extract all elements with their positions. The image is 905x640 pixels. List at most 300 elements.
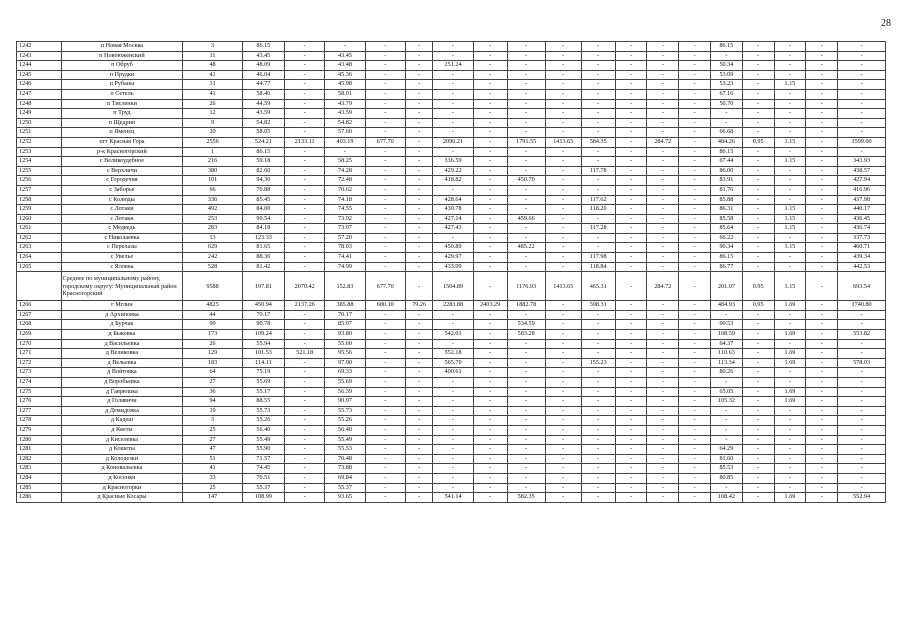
settlement-name: п Труд: [61, 109, 183, 119]
value-cell: -: [507, 406, 545, 416]
value-cell: -: [581, 464, 615, 474]
value-cell: -: [405, 118, 433, 128]
value-cell: -: [742, 416, 774, 426]
value-cell: -: [365, 387, 405, 397]
value-cell: 55.69: [242, 378, 284, 388]
value-cell: -: [405, 147, 433, 157]
value-cell: -: [806, 224, 838, 234]
value-cell: 1504.89: [433, 272, 473, 301]
value-cell: 25: [183, 483, 242, 493]
value-cell: -: [433, 483, 473, 493]
value-cell: -: [507, 358, 545, 368]
value-cell: 85.88: [711, 195, 743, 205]
value-cell: -: [679, 320, 711, 330]
table-row: [17, 70, 886, 80]
value-cell: 1.15: [774, 224, 806, 234]
value-cell: -: [473, 454, 507, 464]
row-number: 1247: [17, 89, 62, 99]
value-cell: 1791.55: [507, 137, 545, 147]
value-cell: -: [545, 166, 581, 176]
value-cell: -: [806, 214, 838, 224]
table-row: [17, 205, 886, 215]
value-cell: -: [711, 310, 743, 320]
value-cell: -: [742, 61, 774, 71]
value-cell: 90.78: [242, 320, 284, 330]
value-cell: -: [365, 99, 405, 109]
value-cell: -: [473, 387, 507, 397]
value-cell: -: [647, 42, 679, 52]
value-cell: 433.09: [433, 262, 473, 272]
value-cell: -: [433, 445, 473, 455]
value-cell: 86.31: [711, 205, 743, 215]
value-cell: 85.97: [325, 320, 365, 330]
value-cell: -: [507, 118, 545, 128]
value-cell: -: [473, 214, 507, 224]
value-cell: -: [581, 233, 615, 243]
value-cell: -: [365, 233, 405, 243]
value-cell: -: [405, 368, 433, 378]
data-table: [16, 41, 886, 503]
value-cell: -: [615, 147, 647, 157]
value-cell: 542.01: [433, 330, 473, 340]
value-cell: -: [711, 416, 743, 426]
value-cell: 53.09: [711, 70, 743, 80]
value-cell: 55.90: [242, 445, 284, 455]
value-cell: -: [806, 128, 838, 138]
value-cell: -: [742, 406, 774, 416]
table-row: [17, 137, 886, 147]
value-cell: -: [581, 70, 615, 80]
table-row: [17, 378, 886, 388]
value-cell: -: [679, 128, 711, 138]
settlement-name: д Голявичи: [61, 397, 183, 407]
value-cell: -: [405, 205, 433, 215]
value-cell: -: [433, 42, 473, 52]
value-cell: -: [433, 128, 473, 138]
value-cell: -: [774, 406, 806, 416]
value-cell: -: [405, 387, 433, 397]
value-cell: -: [405, 176, 433, 186]
value-cell: 67.16: [711, 89, 743, 99]
value-cell: -: [838, 99, 886, 109]
value-cell: 43.79: [325, 99, 365, 109]
value-cell: -: [742, 310, 774, 320]
value-cell: -: [405, 61, 433, 71]
value-cell: -: [774, 454, 806, 464]
value-cell: 584.35: [581, 137, 615, 147]
value-cell: -: [774, 464, 806, 474]
value-cell: -: [545, 397, 581, 407]
value-cell: 1.69: [774, 330, 806, 340]
table-row: [17, 425, 886, 435]
value-cell: -: [473, 349, 507, 359]
value-cell: -: [581, 378, 615, 388]
value-cell: -: [647, 464, 679, 474]
value-cell: -: [742, 176, 774, 186]
value-cell: -: [433, 147, 473, 157]
value-cell: -: [615, 339, 647, 349]
value-cell: -: [679, 109, 711, 119]
value-cell: -: [365, 128, 405, 138]
value-cell: 427.94: [838, 176, 886, 186]
value-cell: -: [679, 233, 711, 243]
value-cell: 2090.21: [433, 137, 473, 147]
table-row: [17, 99, 886, 109]
settlement-name: с Лотаки: [61, 205, 183, 215]
table-row: [17, 406, 886, 416]
value-cell: -: [742, 320, 774, 330]
value-cell: -: [615, 109, 647, 119]
row-number: 1282: [17, 454, 62, 464]
value-cell: 55.73: [325, 406, 365, 416]
value-cell: -: [365, 473, 405, 483]
value-cell: 380: [183, 166, 242, 176]
value-cell: 97.90: [325, 358, 365, 368]
value-cell: -: [473, 118, 507, 128]
value-cell: -: [473, 109, 507, 119]
value-cell: -: [615, 445, 647, 455]
value-cell: 47: [183, 445, 242, 455]
value-cell: 27: [183, 378, 242, 388]
value-cell: -: [838, 128, 886, 138]
value-cell: -: [615, 137, 647, 147]
value-cell: -: [365, 109, 405, 119]
row-number: 1278: [17, 416, 62, 426]
value-cell: -: [507, 349, 545, 359]
value-cell: -: [615, 262, 647, 272]
settlement-name: с Перелазы: [61, 243, 183, 253]
value-cell: -: [679, 137, 711, 147]
row-number: 1269: [17, 330, 62, 340]
value-cell: -: [473, 435, 507, 445]
value-cell: -: [473, 397, 507, 407]
value-cell: -: [838, 147, 886, 157]
value-cell: -: [647, 157, 679, 167]
row-number: 1242: [17, 42, 62, 52]
value-cell: -: [285, 310, 325, 320]
value-cell: -: [838, 109, 886, 119]
value-cell: -: [365, 70, 405, 80]
value-cell: -: [711, 378, 743, 388]
value-cell: 50.34: [711, 61, 743, 71]
value-cell: -: [838, 397, 886, 407]
value-cell: -: [679, 157, 711, 167]
value-cell: -: [679, 435, 711, 445]
value-cell: -: [365, 445, 405, 455]
value-cell: -: [285, 406, 325, 416]
settlement-name: д Демидовка: [61, 406, 183, 416]
value-cell: -: [545, 262, 581, 272]
value-cell: -: [806, 137, 838, 147]
value-cell: -: [647, 387, 679, 397]
value-cell: -: [774, 89, 806, 99]
value-cell: -: [679, 301, 711, 311]
value-cell: -: [507, 205, 545, 215]
value-cell: 45.36: [325, 70, 365, 80]
value-cell: -: [615, 51, 647, 61]
value-cell: -: [711, 483, 743, 493]
value-cell: -: [365, 176, 405, 186]
value-cell: -: [545, 61, 581, 71]
value-cell: -: [711, 425, 743, 435]
value-cell: 1.15: [774, 137, 806, 147]
value-cell: -: [679, 493, 711, 503]
value-cell: 26: [183, 339, 242, 349]
row-number: 1283: [17, 464, 62, 474]
value-cell: -: [285, 51, 325, 61]
settlement-name: д Быковка: [61, 330, 183, 340]
value-cell: -: [615, 320, 647, 330]
value-cell: -: [365, 147, 405, 157]
value-cell: -: [647, 224, 679, 234]
value-cell: 492: [183, 205, 242, 215]
value-cell: 336.59: [433, 157, 473, 167]
value-cell: -: [473, 185, 507, 195]
value-cell: -: [742, 185, 774, 195]
value-cell: 86.15: [242, 42, 284, 52]
value-cell: -: [473, 89, 507, 99]
value-cell: -: [581, 493, 615, 503]
value-cell: -: [473, 339, 507, 349]
value-cell: -: [647, 339, 679, 349]
value-cell: -: [774, 51, 806, 61]
value-cell: 1599.00: [838, 137, 886, 147]
value-cell: -: [838, 406, 886, 416]
value-cell: 55.37: [325, 483, 365, 493]
settlement-name: с Медведь: [61, 224, 183, 234]
value-cell: -: [545, 80, 581, 90]
value-cell: -: [433, 387, 473, 397]
value-cell: -: [507, 109, 545, 119]
value-cell: 50.70: [711, 99, 743, 109]
value-cell: -: [405, 233, 433, 243]
value-cell: -: [405, 445, 433, 455]
value-cell: -: [545, 425, 581, 435]
value-cell: -: [325, 42, 365, 52]
value-cell: 1.69: [774, 301, 806, 311]
value-cell: 336: [183, 195, 242, 205]
value-cell: -: [507, 483, 545, 493]
value-cell: 55.69: [325, 378, 365, 388]
value-cell: -: [679, 368, 711, 378]
value-cell: -: [365, 310, 405, 320]
value-cell: -: [507, 262, 545, 272]
row-number: 1245: [17, 70, 62, 80]
settlement-name: п Прудки: [61, 70, 183, 80]
value-cell: -: [838, 464, 886, 474]
value-cell: -: [365, 464, 405, 474]
value-cell: -: [806, 157, 838, 167]
value-cell: -: [806, 301, 838, 311]
value-cell: -: [545, 368, 581, 378]
value-cell: -: [365, 166, 405, 176]
value-cell: -: [581, 61, 615, 71]
value-cell: 75.19: [242, 368, 284, 378]
value-cell: -: [806, 272, 838, 301]
value-cell: -: [507, 378, 545, 388]
value-cell: -: [838, 378, 886, 388]
value-cell: -: [507, 416, 545, 426]
value-cell: -: [647, 320, 679, 330]
value-cell: 152.83: [325, 272, 365, 301]
value-cell: -: [285, 435, 325, 445]
value-cell: -: [285, 445, 325, 455]
value-cell: -: [806, 445, 838, 455]
value-cell: -: [679, 214, 711, 224]
value-cell: -: [615, 205, 647, 215]
value-cell: -: [473, 128, 507, 138]
value-cell: -: [581, 176, 615, 186]
value-cell: -: [581, 99, 615, 109]
value-cell: 427.14: [433, 214, 473, 224]
value-cell: 55.60: [325, 339, 365, 349]
value-cell: 403.19: [325, 137, 365, 147]
value-cell: -: [581, 435, 615, 445]
value-cell: -: [545, 454, 581, 464]
value-cell: -: [365, 330, 405, 340]
value-cell: 105.32: [711, 397, 743, 407]
value-cell: 84.18: [242, 224, 284, 234]
value-cell: -: [742, 378, 774, 388]
value-cell: -: [581, 320, 615, 330]
value-cell: -: [473, 320, 507, 330]
value-cell: -: [581, 51, 615, 61]
table-row: [17, 483, 886, 493]
value-cell: -: [806, 233, 838, 243]
value-cell: -: [285, 339, 325, 349]
value-cell: 528: [183, 262, 242, 272]
value-cell: 12: [183, 109, 242, 119]
value-cell: -: [615, 195, 647, 205]
settlement-name: д Кадеш: [61, 416, 183, 426]
value-cell: -: [473, 157, 507, 167]
value-cell: -: [405, 109, 433, 119]
value-cell: -: [806, 425, 838, 435]
value-cell: 46.04: [242, 70, 284, 80]
value-cell: -: [285, 185, 325, 195]
value-cell: -: [405, 310, 433, 320]
value-cell: -: [285, 61, 325, 71]
value-cell: 70.48: [325, 454, 365, 464]
value-cell: -: [405, 435, 433, 445]
value-cell: -: [615, 185, 647, 195]
value-cell: -: [433, 310, 473, 320]
value-cell: -: [679, 176, 711, 186]
settlement-name: д Архиповка: [61, 310, 183, 320]
value-cell: 81.65: [242, 243, 284, 253]
row-number: 1261: [17, 224, 62, 234]
value-cell: -: [679, 89, 711, 99]
value-cell: -: [433, 80, 473, 90]
value-cell: 485.22: [507, 243, 545, 253]
value-cell: -: [806, 435, 838, 445]
row-number: 1255: [17, 166, 62, 176]
row-number: 1248: [17, 99, 62, 109]
table-row: [17, 118, 886, 128]
value-cell: 3: [183, 416, 242, 426]
value-cell: -: [507, 147, 545, 157]
value-cell: -: [742, 397, 774, 407]
value-cell: -: [806, 195, 838, 205]
value-cell: -: [742, 425, 774, 435]
value-cell: 43.45: [242, 51, 284, 61]
value-cell: -: [679, 464, 711, 474]
table-row: [17, 61, 886, 71]
value-cell: -: [545, 310, 581, 320]
value-cell: -: [774, 185, 806, 195]
value-cell: -: [679, 80, 711, 90]
value-cell: -: [615, 214, 647, 224]
value-cell: 26: [183, 99, 242, 109]
value-cell: 439.34: [838, 253, 886, 263]
value-cell: -: [838, 445, 886, 455]
value-cell: -: [405, 493, 433, 503]
value-cell: 2137.26: [285, 301, 325, 311]
row-number: 1277: [17, 406, 62, 416]
value-cell: -: [647, 243, 679, 253]
value-cell: -: [545, 128, 581, 138]
value-cell: -: [365, 349, 405, 359]
value-cell: 2283.88: [433, 301, 473, 311]
value-cell: -: [365, 185, 405, 195]
value-cell: -: [285, 147, 325, 157]
value-cell: -: [433, 397, 473, 407]
value-cell: 101.53: [242, 349, 284, 359]
value-cell: -: [507, 387, 545, 397]
value-cell: -: [365, 483, 405, 493]
value-cell: 3: [183, 42, 242, 52]
value-cell: -: [806, 330, 838, 340]
value-cell: 90.34: [711, 243, 743, 253]
value-cell: -: [647, 195, 679, 205]
value-cell: -: [615, 493, 647, 503]
value-cell: -: [806, 262, 838, 272]
value-cell: -: [838, 349, 886, 359]
value-cell: -: [507, 233, 545, 243]
row-number: 1253: [17, 147, 62, 157]
value-cell: 11: [183, 51, 242, 61]
value-cell: -: [806, 166, 838, 176]
row-number: 1268: [17, 320, 62, 330]
table-row: [17, 416, 886, 426]
value-cell: -: [405, 349, 433, 359]
value-cell: -: [285, 166, 325, 176]
value-cell: -: [405, 214, 433, 224]
value-cell: -: [742, 454, 774, 464]
value-cell: -: [545, 214, 581, 224]
value-cell: -: [507, 368, 545, 378]
value-cell: -: [405, 42, 433, 52]
value-cell: -: [473, 253, 507, 263]
value-cell: 465.31: [581, 272, 615, 301]
value-cell: 86.15: [711, 147, 743, 157]
value-cell: 41: [183, 464, 242, 474]
row-number: 1284: [17, 473, 62, 483]
value-cell: -: [285, 224, 325, 234]
value-cell: -: [615, 166, 647, 176]
value-cell: -: [806, 454, 838, 464]
value-cell: 436.74: [838, 224, 886, 234]
value-cell: -: [405, 464, 433, 474]
value-cell: 183: [183, 358, 242, 368]
value-cell: -: [742, 51, 774, 61]
value-cell: 64.29: [711, 445, 743, 455]
value-cell: 57.60: [325, 128, 365, 138]
value-cell: -: [742, 195, 774, 205]
value-cell: -: [405, 185, 433, 195]
value-cell: -: [647, 406, 679, 416]
value-cell: 1.15: [774, 214, 806, 224]
